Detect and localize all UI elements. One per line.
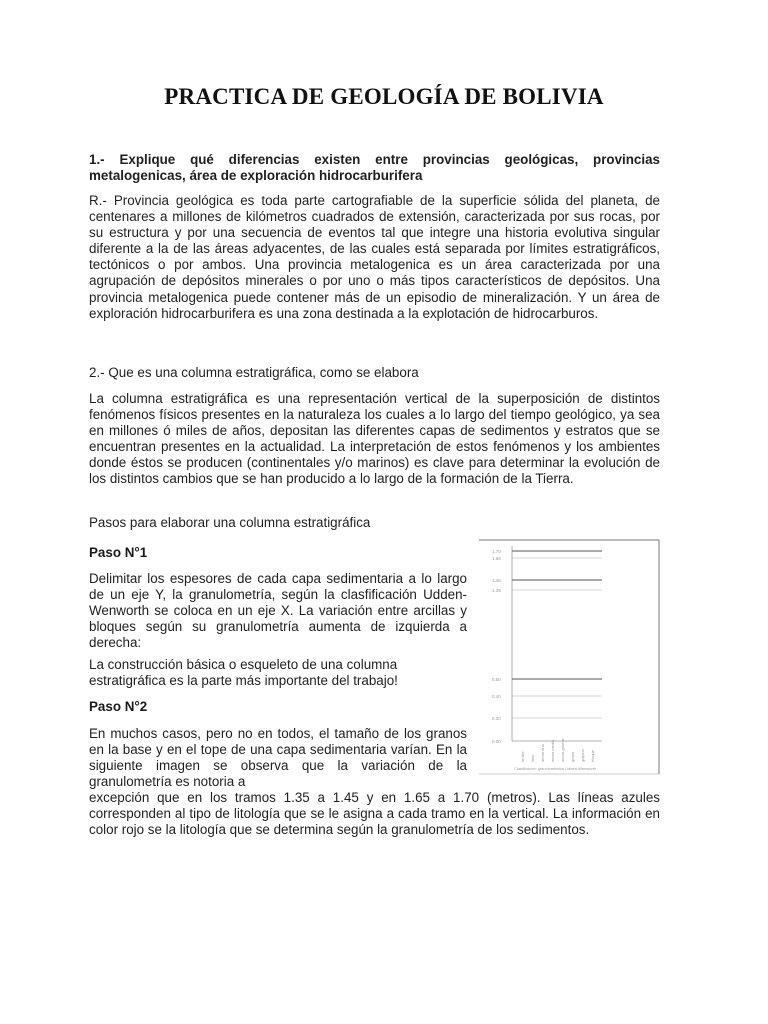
y-tick-label: 0.50 (492, 677, 501, 682)
x-tick-label: guijarro (580, 748, 585, 762)
step-1-paragraph: Delimitar los espesores de cada capa sedimentaria a lo largo de un eje Y, la granulometría, según la clasfificación Udden-Wenworth se coloca en un eje X. La variación entre arcillas y bloques según su granulometría aumenta de izquierda a derecha: (89, 571, 467, 651)
x-tick-label: grava (570, 751, 575, 762)
document-title: PRACTICA DE GEOLOGÍA DE BOLIVIA (164, 84, 604, 109)
step-2-paragraph-continued: excepción que en los tramos 1.35 a 1.45 y en 1.65 a 1.70 (metros). Las líneas azules corresponden al tipo de litología que se le asigna a cada tramo en la vertical. La información en color rojo se la litología que se determina según la granulometría de los sedimentos. (89, 790, 660, 838)
y-tick-label: 1.70 (492, 549, 501, 554)
stratigraphic-column-figure (478, 538, 660, 776)
step-1-heading: Paso N°1 (89, 545, 148, 560)
question-1: 1.- Explique qué diferencias existen entre provincias geológicas, provincias metalogenicas, área de exploración hidrocarburifera (89, 152, 660, 184)
step-2-heading: Paso N°2 (89, 699, 148, 714)
y-tick-label: 1.45 (492, 578, 501, 583)
answer-1-paragraph: R.- Provincia geológica es toda parte cartografiable de la superficie sólida del planeta, de centenares a millones de kilómetros cuadrados de extensión, caracterizada por sus rocas, por su estructura y por una secuencia de eventos tal que integre una historia evolutiva singular diferente a la de las áreas adyacentes, de las cuales está separada por límites estratigráficos, tectónicos o por ambos. Una provincia metalogenica es un área caracterizada por una agrupación de depósitos minerales o por uno o más tipos característicos de depósitos. Una provincia metalogenica puede contener más de un episodio de mineralización. Y un área de exploración hidrocarburifera es una zona destinada a la explotación de hidrocarburos. (89, 193, 660, 321)
x-tick-label: arena gruesa (560, 738, 565, 762)
y-tick-label: 1.35 (492, 588, 501, 593)
question-2: 2.- Que es una columna estratigráfica, como se elabora (89, 365, 419, 380)
stratigraphic-column-svg (478, 538, 660, 776)
y-tick-label: 0.40 (492, 694, 501, 699)
step-2-paragraph: En muchos casos, pero no en todos, el tamaño de los granos en la base y en el tope de una capa sedimentaria varían. En la siguiente imagen se observa que la variación de la granulometría es notoria a (89, 726, 467, 790)
step-1-note: La construcción básica o esqueleto de una columna estratigráfica es la parte más importante del trabajo! (89, 657, 398, 689)
answer-2-paragraph: La columna estratigráfica es una representación vertical de la superposición de distintos fenómenos físicos presentes en la naturaleza los cuales a lo largo del tiempo geológico, ya sea en millones ó miles de años, depositan las diferentes capas de sedimentos y estratos que se encuentran presentes en la actualidad. La interpretación de estos fenómenos y los ambientes donde éstos se producen (continentales y/o marinos) es clave para determinar la evolución de los distintos cambios que se han producido a lo largo de la formación de la Tierra. (89, 391, 660, 487)
y-tick-label: 0.00 (492, 739, 501, 744)
x-tick-label: limo (530, 754, 535, 762)
x-tick-label: bloque (590, 749, 595, 762)
y-tick-label: 0.20 (492, 716, 501, 721)
y-tick-label: 1.65 (492, 556, 501, 561)
x-tick-label: arcilla (520, 751, 525, 762)
x-tick-label: arena fina (540, 744, 545, 762)
steps-intro: Pasos para elaborar una columna estratigráfica (89, 515, 371, 530)
x-tick-label: arena media (550, 739, 555, 762)
x-axis-caption: Clasificación granulométrica Udden-Wenworth (514, 766, 597, 771)
